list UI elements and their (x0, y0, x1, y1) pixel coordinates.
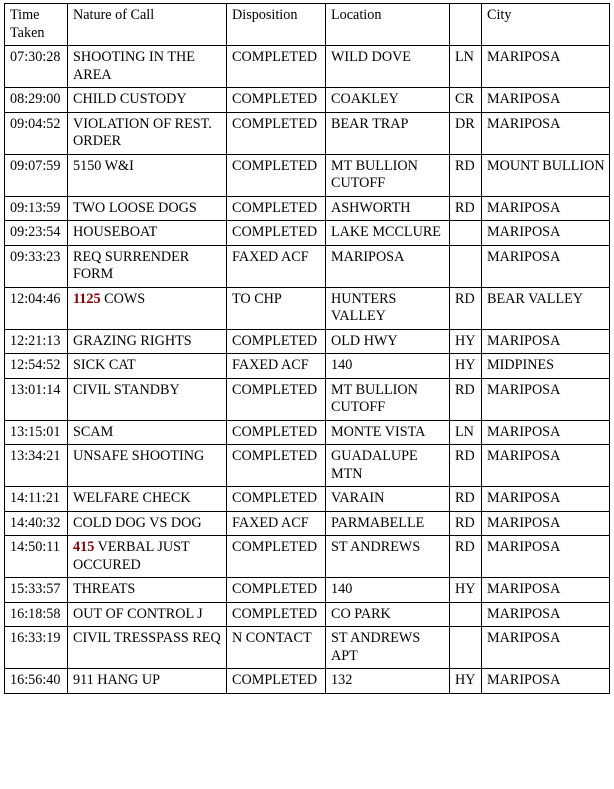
cell-city: MARIPOSA (482, 88, 610, 113)
cell-location: 140 (326, 354, 450, 379)
cell-city: MIDPINES (482, 354, 610, 379)
cell-disposition: TO CHP (227, 287, 326, 329)
cell-city: MARIPOSA (482, 602, 610, 627)
nature-text: VIOLATION OF REST. ORDER (73, 115, 212, 149)
cell-city: MARIPOSA (482, 378, 610, 420)
cell-location: OLD HWY (326, 329, 450, 354)
cell-suffix: RD (450, 287, 482, 329)
cell-nature (68, 287, 227, 329)
cell-nature (68, 196, 227, 221)
cell-location: MT BULLION CUTOFF (326, 154, 450, 196)
cell-location: PARMABELLE (326, 511, 450, 536)
cell-suffix: CR (450, 88, 482, 113)
cell-disposition: COMPLETED (227, 487, 326, 512)
cell-location: GUADALUPE MTN (326, 445, 450, 487)
cell-time: 07:30:28 (5, 46, 68, 88)
cell-nature (68, 627, 227, 669)
table-row (5, 420, 610, 445)
cell-time: 14:11:21 (5, 487, 68, 512)
cell-city: MARIPOSA (482, 536, 610, 578)
cell-nature (68, 154, 227, 196)
cell-time: 16:56:40 (5, 669, 68, 694)
nature-text: UNSAFE SHOOTING (73, 448, 205, 464)
table-row (5, 511, 610, 536)
nature-text: GRAZING RIGHTS (73, 332, 192, 349)
cell-disposition: COMPLETED (227, 88, 326, 113)
nature-text: CHILD CUSTODY (73, 91, 187, 107)
cell-location: MT BULLION CUTOFF (326, 378, 450, 420)
cell-suffix: LN (450, 420, 482, 445)
nature-text: WELFARE CHECK (73, 490, 191, 506)
table-row (5, 445, 610, 487)
cell-city: MARIPOSA (482, 487, 610, 512)
header-disposition: Disposition (227, 4, 326, 46)
cell-city: MARIPOSA (482, 329, 610, 354)
cell-nature (68, 112, 227, 154)
cell-suffix: DR (450, 112, 482, 154)
cell-location: CO PARK (326, 602, 450, 627)
cell-disposition: COMPLETED (227, 46, 326, 88)
header-location: Location (326, 4, 450, 46)
table-row (5, 88, 610, 113)
cell-time: 09:04:52 (5, 112, 68, 154)
call-log-body (5, 46, 610, 694)
cell-location: 132 (326, 669, 450, 694)
cell-nature (68, 420, 227, 445)
cell-city: MARIPOSA (482, 196, 610, 221)
cell-disposition: COMPLETED (227, 578, 326, 603)
table-row (5, 287, 610, 329)
cell-nature (68, 487, 227, 512)
cell-disposition: COMPLETED (227, 602, 326, 627)
table-row (5, 487, 610, 512)
cell-nature (68, 578, 227, 603)
cell-location: BEAR TRAP (326, 112, 450, 154)
table-row (5, 602, 610, 627)
cell-disposition: COMPLETED (227, 378, 326, 420)
cell-time: 09:07:59 (5, 154, 68, 196)
cell-location: WILD DOVE (326, 46, 450, 88)
table-row (5, 112, 610, 154)
cell-location: ST ANDREWS (326, 536, 450, 578)
cell-nature (68, 669, 227, 694)
nature-text: COWS (104, 290, 146, 307)
table-row (5, 329, 610, 354)
header-suffix (450, 4, 482, 46)
nature-text: CIVIL STANDBY (73, 381, 180, 398)
cell-nature (68, 88, 227, 113)
cell-city: MARIPOSA (482, 627, 610, 669)
nature-text: SICK CAT (73, 357, 136, 373)
call-code: 1125 (73, 290, 101, 307)
cell-time: 09:33:23 (5, 245, 68, 287)
cell-location: MONTE VISTA (326, 420, 450, 445)
cell-disposition: COMPLETED (227, 669, 326, 694)
cell-suffix (450, 627, 482, 669)
nature-text: REQ SURRENDER FORM (73, 248, 190, 282)
table-row (5, 245, 610, 287)
cell-disposition: FAXED ACF (227, 511, 326, 536)
cell-suffix: HY (450, 329, 482, 354)
nature-text: THREATS (73, 581, 136, 597)
cell-disposition: COMPLETED (227, 112, 326, 154)
cell-location: 140 (326, 578, 450, 603)
nature-text: 911 HANG UP (73, 672, 160, 688)
nature-text: CIVIL TRESSPASS REQ (73, 630, 221, 646)
cell-suffix: RD (450, 445, 482, 487)
cell-city: MARIPOSA (482, 46, 610, 88)
cell-city: MARIPOSA (482, 221, 610, 246)
cell-disposition: COMPLETED (227, 329, 326, 354)
table-row (5, 378, 610, 420)
cell-nature (68, 354, 227, 379)
cell-city: MARIPOSA (482, 445, 610, 487)
table-row (5, 536, 610, 578)
header-row (5, 4, 610, 46)
cell-city: BEAR VALLEY (482, 287, 610, 329)
nature-text: 5150 W&I (73, 157, 134, 174)
cell-city: MARIPOSA (482, 420, 610, 445)
cell-time: 13:34:21 (5, 445, 68, 487)
call-code: 415 (73, 539, 95, 555)
cell-nature (68, 221, 227, 246)
cell-suffix (450, 245, 482, 287)
cell-suffix: RD (450, 378, 482, 420)
cell-nature (68, 602, 227, 627)
table-row (5, 354, 610, 379)
cell-suffix (450, 602, 482, 627)
cell-suffix: RD (450, 511, 482, 536)
cell-suffix: HY (450, 354, 482, 379)
call-log-table (4, 3, 610, 694)
cell-time: 12:54:52 (5, 354, 68, 379)
cell-disposition: FAXED ACF (227, 245, 326, 287)
cell-disposition: COMPLETED (227, 420, 326, 445)
cell-time: 13:15:01 (5, 420, 68, 445)
cell-disposition: COMPLETED (227, 221, 326, 246)
cell-nature (68, 329, 227, 354)
cell-time: 08:29:00 (5, 88, 68, 113)
header-city: City (482, 4, 610, 46)
cell-location: ST ANDREWS APT (326, 627, 450, 669)
cell-disposition: COMPLETED (227, 196, 326, 221)
cell-city: MARIPOSA (482, 245, 610, 287)
cell-nature (68, 511, 227, 536)
nature-text: TWO LOOSE DOGS (73, 199, 197, 216)
table-row (5, 669, 610, 694)
cell-nature (68, 46, 227, 88)
cell-suffix: HY (450, 578, 482, 603)
cell-time: 13:01:14 (5, 378, 68, 420)
nature-text: COLD DOG VS DOG (73, 514, 202, 531)
cell-suffix: RD (450, 487, 482, 512)
cell-city: MOUNT BULLION (482, 154, 610, 196)
cell-disposition: N CONTACT (227, 627, 326, 669)
cell-location: MARIPOSA (326, 245, 450, 287)
cell-time: 14:50:11 (5, 536, 68, 578)
table-row (5, 46, 610, 88)
cell-location: ASHWORTH (326, 196, 450, 221)
table-row (5, 221, 610, 246)
cell-suffix: HY (450, 669, 482, 694)
cell-nature (68, 378, 227, 420)
cell-time: 16:33:19 (5, 627, 68, 669)
table-row (5, 627, 610, 669)
cell-city: MARIPOSA (482, 112, 610, 154)
cell-suffix: RD (450, 154, 482, 196)
cell-suffix: LN (450, 46, 482, 88)
cell-disposition: COMPLETED (227, 154, 326, 196)
nature-text: OUT OF CONTROL J (73, 605, 203, 622)
cell-suffix: RD (450, 196, 482, 221)
cell-location: COAKLEY (326, 88, 450, 113)
nature-text: VERBAL JUST OCCURED (73, 539, 190, 573)
cell-nature (68, 536, 227, 578)
table-row (5, 578, 610, 603)
cell-time: 16:18:58 (5, 602, 68, 627)
cell-city: MARIPOSA (482, 669, 610, 694)
cell-city: MARIPOSA (482, 578, 610, 603)
cell-time: 15:33:57 (5, 578, 68, 603)
cell-city: MARIPOSA (482, 511, 610, 536)
cell-time: 09:23:54 (5, 221, 68, 246)
nature-text: SCAM (73, 423, 114, 440)
cell-nature (68, 445, 227, 487)
cell-location: VARAIN (326, 487, 450, 512)
cell-time: 12:04:46 (5, 287, 68, 329)
cell-time: 14:40:32 (5, 511, 68, 536)
cell-location: LAKE MCCLURE (326, 221, 450, 246)
cell-location: HUNTERS VALLEY (326, 287, 450, 329)
header-nature: Nature of Call (68, 4, 227, 46)
nature-text: HOUSEBOAT (73, 224, 158, 240)
cell-suffix (450, 221, 482, 246)
cell-time: 09:13:59 (5, 196, 68, 221)
cell-suffix: RD (450, 536, 482, 578)
table-row (5, 196, 610, 221)
cell-nature (68, 245, 227, 287)
table-row (5, 154, 610, 196)
cell-disposition: FAXED ACF (227, 354, 326, 379)
header-time: Time Taken (5, 4, 68, 46)
cell-disposition: COMPLETED (227, 445, 326, 487)
cell-disposition: COMPLETED (227, 536, 326, 578)
cell-time: 12:21:13 (5, 329, 68, 354)
nature-text: SHOOTING IN THE AREA (73, 49, 195, 83)
